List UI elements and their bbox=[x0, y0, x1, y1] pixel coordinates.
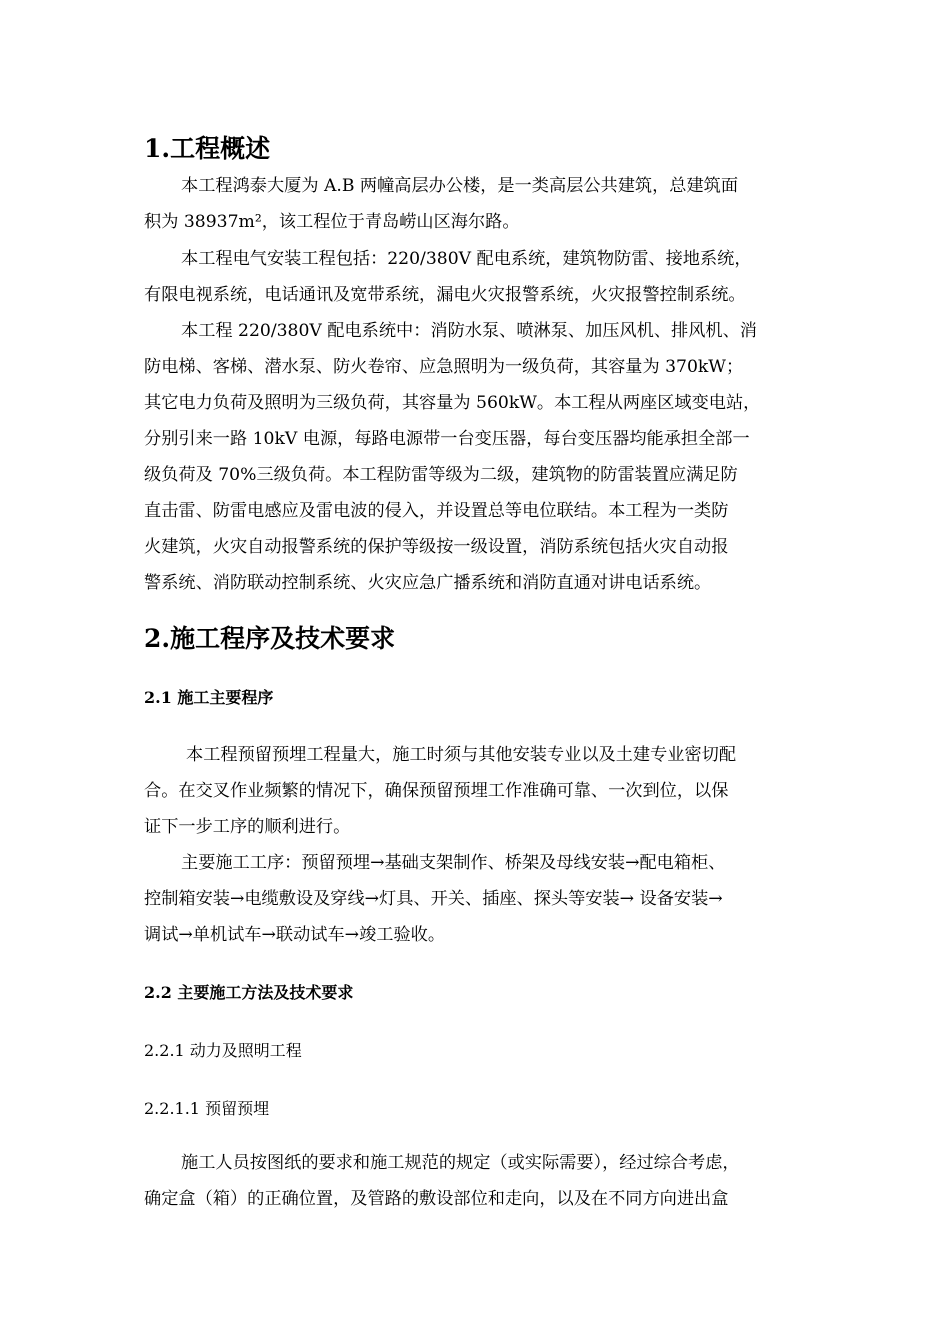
text-line: 主要施工工序：预留预埋→基础支架制作、桥架及母线安装→配电箱柜、 bbox=[181, 853, 726, 873]
text-line: 积为 38937m²，该工程位于青岛崂山区海尔路。 bbox=[144, 212, 520, 232]
text-line: 本工程 220/380V 配电系统中：消防水泵、喷淋泵、加压风机、排风机、消 bbox=[181, 321, 757, 341]
section-2-1-heading: 2.1 施工主要程序 bbox=[144, 688, 274, 707]
section-2-heading: 2.施工程序及技术要求 bbox=[144, 624, 396, 653]
section-1-paragraph-2 bbox=[144, 241, 812, 313]
text-line: 本工程预留预埋工程量大，施工时须与其他安装专业以及土建专业密切配 bbox=[186, 745, 737, 765]
text-line: 施工人员按图纸的要求和施工规范的规定（或实际需要），经过综合考虑， bbox=[181, 1153, 740, 1173]
section-2-2-1-heading: 2.2.1 动力及照明工程 bbox=[144, 1041, 302, 1060]
text-line: 有限电视系统，电话通讯及宽带系统，漏电火灾报警系统，火灾报警控制系统。 bbox=[144, 285, 746, 305]
section-2-2-1-1-paragraph-1 bbox=[144, 1145, 812, 1217]
text-line: 证下一步工序的顺利进行。 bbox=[144, 817, 351, 837]
text-line: 合。在交叉作业频繁的情况下，确保预留预埋工作准确可靠、一次到位，以保 bbox=[144, 781, 729, 801]
text-line: 本工程鸿泰大厦为 A.B 两幢高层办公楼，是一类高层公共建筑，总建筑面 bbox=[181, 176, 739, 196]
text-line: 直击雷、防雷电感应及雷电波的侵入，并设置总等电位联结。本工程为一类防 bbox=[144, 501, 729, 521]
text-line: 防电梯、客梯、潜水泵、防火卷帘、应急照明为一级负荷，其容量为 370kW； bbox=[144, 357, 744, 377]
text-line: 其它电力负荷及照明为三级负荷，其容量为 560kW。本工程从两座区域变电站， bbox=[144, 393, 761, 413]
section-2-1-paragraph-1 bbox=[144, 737, 812, 845]
text-line: 确定盒（箱）的正确位置，及管路的敷设部位和走向，以及在不同方向进出盒 bbox=[144, 1189, 729, 1209]
text-line: 控制箱安装→电缆敷设及穿线→灯具、开关、插座、探头等安装→ 设备安装→ bbox=[144, 889, 723, 909]
text-line: 本工程电气安装工程包括：220/380V 配电系统，建筑物防雷、接地系统， bbox=[181, 249, 752, 269]
text-line: 级负荷及 70%三级负荷。本工程防雷等级为二级，建筑物的防雷装置应满足防 bbox=[144, 465, 738, 485]
section-1-heading: 1.工程概述 bbox=[144, 134, 271, 163]
text-line: 警系统、消防联动控制系统、火灾应急广播系统和消防直通对讲电话系统。 bbox=[144, 573, 712, 593]
section-1-paragraph-1 bbox=[144, 168, 812, 240]
section-2-2-heading: 2.2 主要施工方法及技术要求 bbox=[144, 983, 354, 1002]
text-line: 火建筑，火灾自动报警系统的保护等级按一级设置，消防系统包括火灾自动报 bbox=[144, 537, 729, 557]
text-line: 调试→单机试车→联动试车→竣工验收。 bbox=[144, 925, 446, 945]
section-2-2-1-1-heading: 2.2.1.1 预留预埋 bbox=[144, 1099, 270, 1118]
section-2-1-paragraph-2 bbox=[144, 845, 812, 953]
section-1-paragraph-3 bbox=[144, 313, 812, 601]
text-line: 分别引来一路 10kV 电源，每路电源带一台变压器，每台变压器均能承担全部一 bbox=[144, 429, 750, 449]
